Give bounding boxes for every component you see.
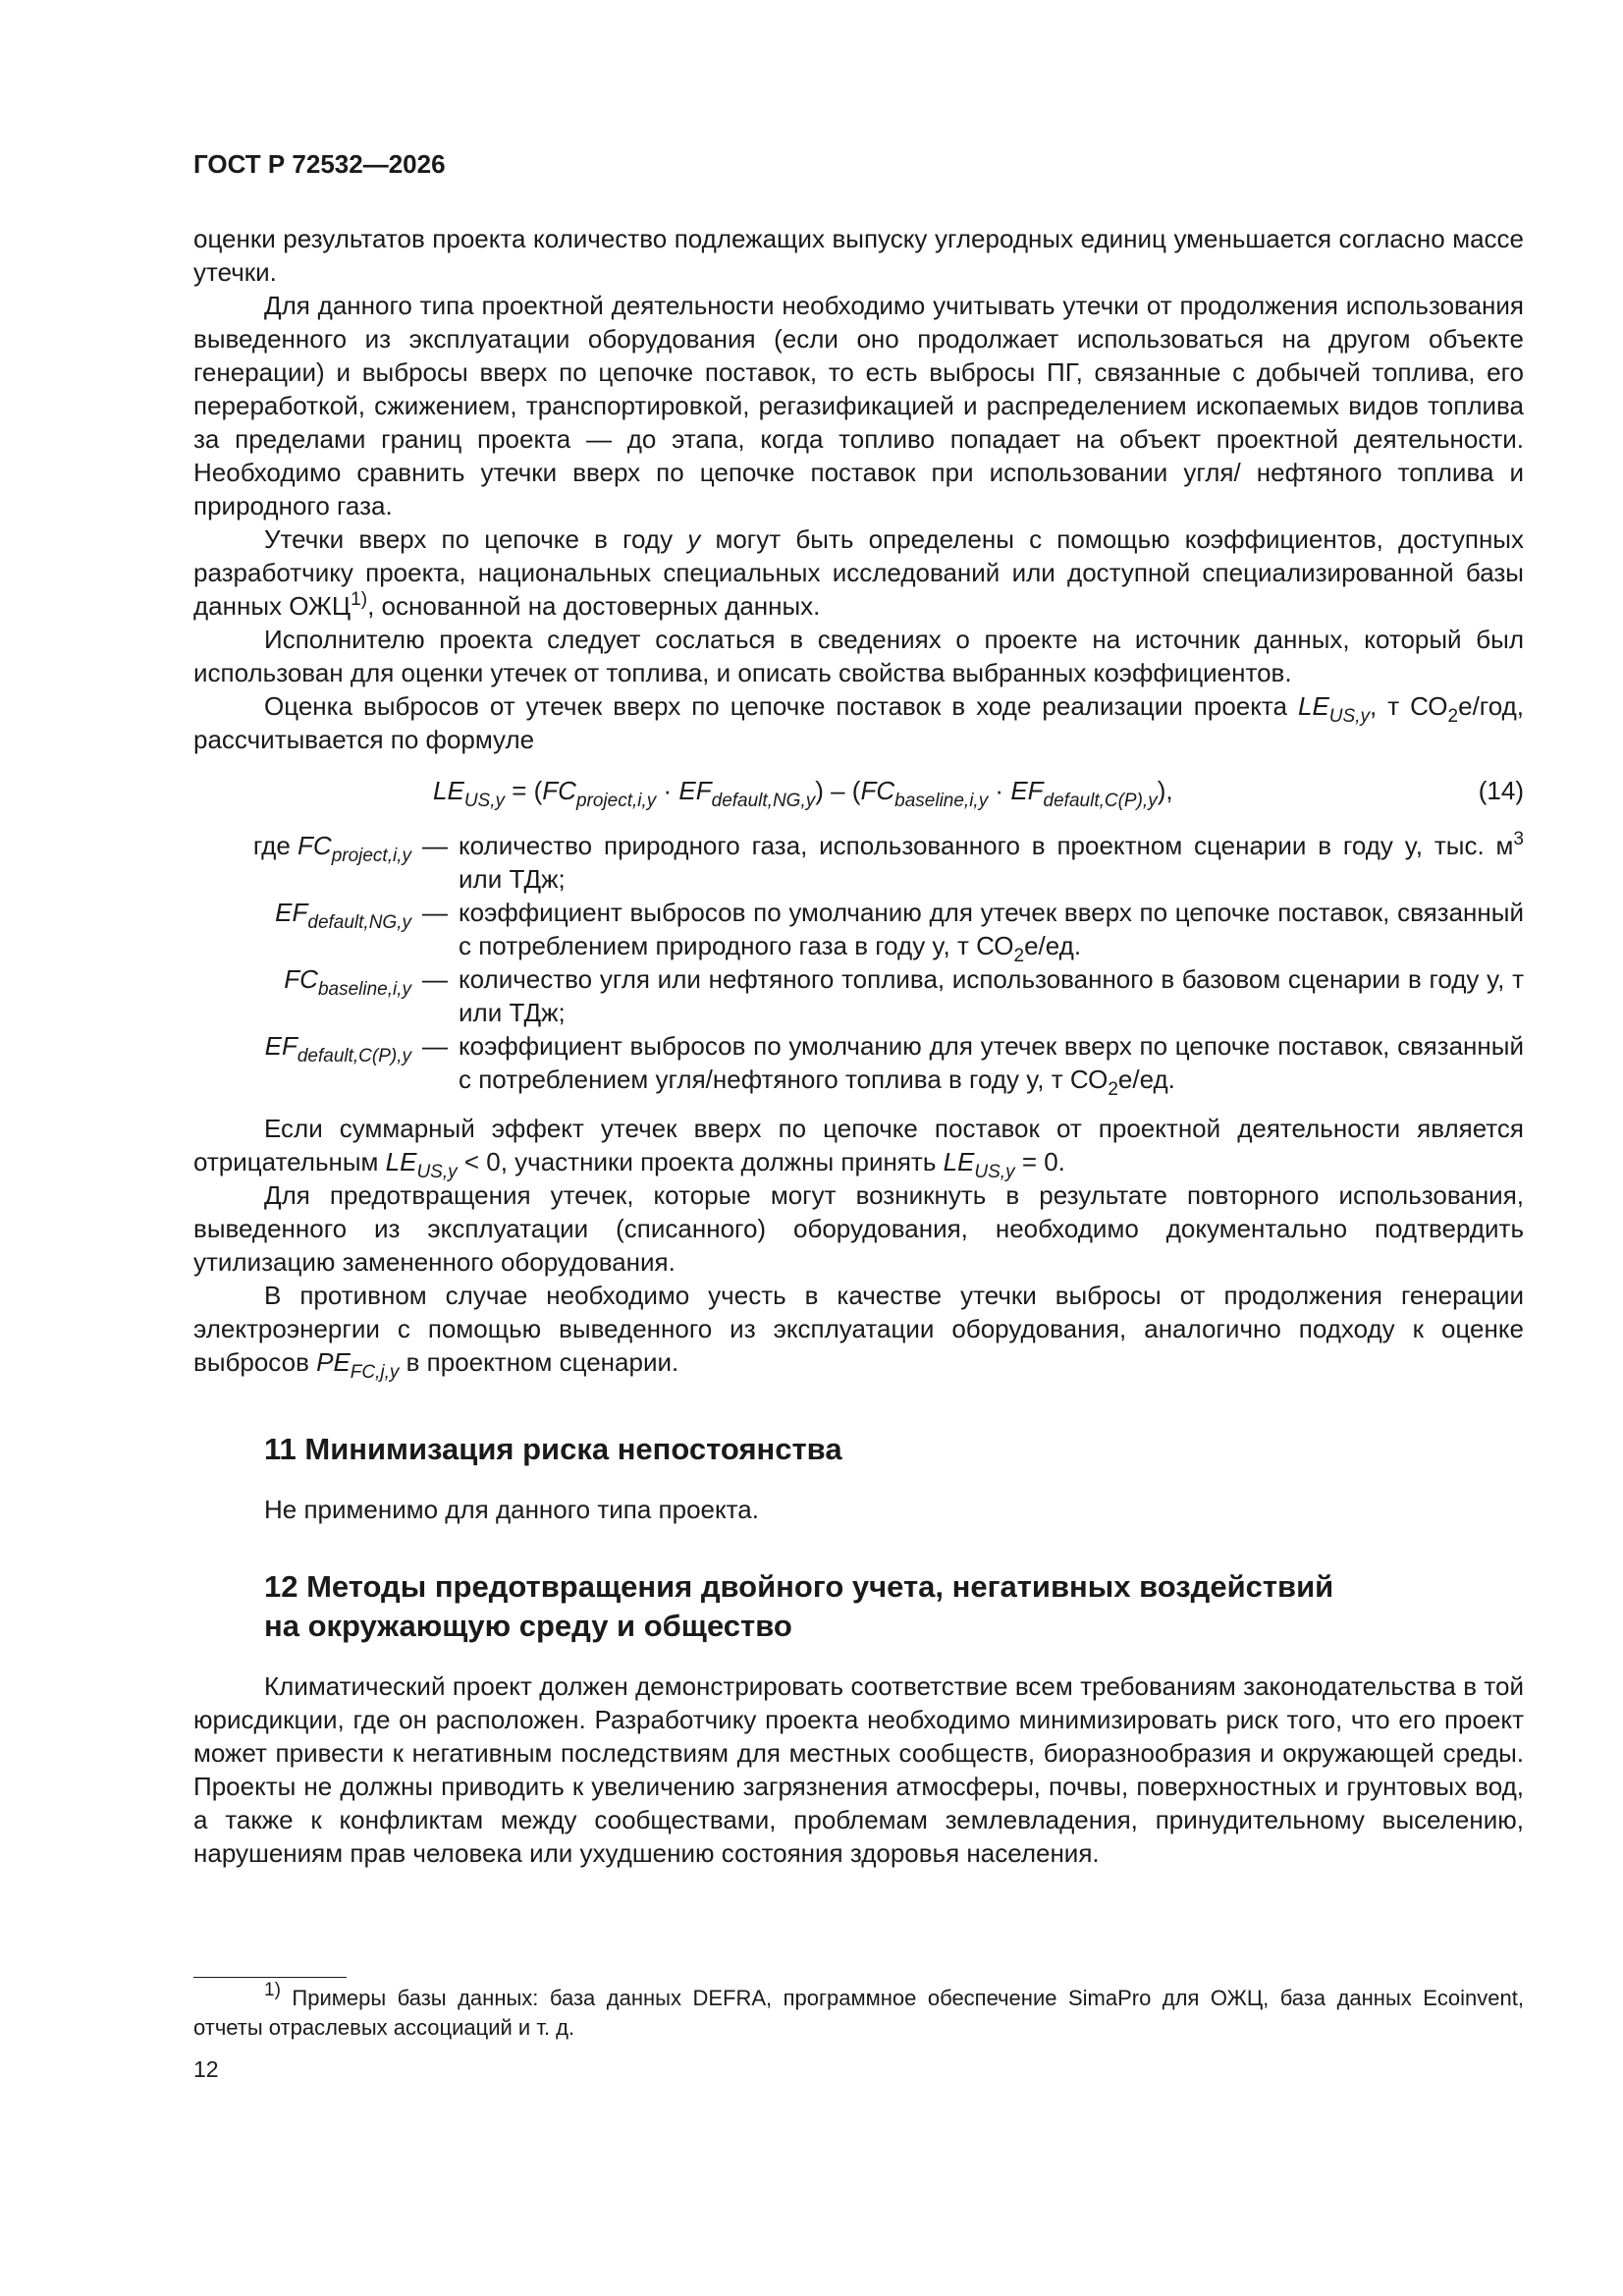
paragraph: Для предотвращения утечек, которые могут возникнуть в результате повторного использования, выведенного из эксплуатации (списанного) оборудования, необходимо документально подтвердить утилизацию замененного оборудования. bbox=[193, 1180, 1524, 1277]
document-header: ГОСТ Р 72532—2026 bbox=[193, 149, 446, 179]
body-text bbox=[193, 222, 1524, 1383]
definition-row: $FC_{baseline,i,y}$ — количество угля или нефтяного топлива, использованного в базовом сценарии в году y, т или ТДж; bbox=[284, 964, 1524, 1027]
paragraph: Для данного типа проектной деятельности необходимо учитывать утечки от продолжения использования выведенного из эксплуатации оборудования (если оно продолжает использоваться на другом объекте генерации) и выбросы вверх по цепочке поставок, то есть выбросы ПГ, связанные с добычей топлива, его переработкой, сжижением, транспортировкой, регазификацией и распределением ископаемых видов топлива за пределами границ проекта — до этапа, когда топливо попадает на объект проектной деятельности. Необходимо сравнить утечки вверх по цепочке поставок при использовании угля/ нефтяного топлива и природного газа. bbox=[193, 291, 1524, 520]
definition-row: $EF_{default,C(P),y}$ — коэффициент выбросов по умолчанию для утечек вверх по цепочке поставок, связанный с потреблением угля/нефтяного топлива в году y, т $СО_2е/ед$. bbox=[264, 1031, 1524, 1100]
definition-row: $EF_{default,NG,y}$ — коэффициент выбросов по умолчанию для утечек вверх по цепочке поставок, связанный с потреблением природного газа в году y, т $СО_2е/ед$. bbox=[275, 898, 1524, 966]
formula-number: (14) bbox=[1478, 776, 1524, 805]
paragraph: оценки результатов проекта количество подлежащих выпуску углеродных единиц уменьшается согласно массе утечки. bbox=[193, 224, 1524, 287]
variable-definitions bbox=[193, 829, 1524, 1100]
paragraph: Не применимо для данного типа проекта. bbox=[264, 1495, 759, 1524]
section-12 bbox=[193, 1567, 1524, 1870]
section-11 bbox=[193, 1430, 1524, 1526]
formula-expression: $LE_{US,y} = (FC_{project,i,y} \cdot EF_{default,NG,y}) - (FC_{baseline,i,y} \cdot EF_{default,C(P),y})$, bbox=[433, 776, 1173, 811]
paragraph: Климатический проект должен демонстрировать соответствие всем требованиям законодательства в той юрисдикции, где он расположен. Разработчику проекта необходимо минимизировать риск того, что его проект может привести к негативным последствиям для местных сообществ, биоразнообразия и окружающей среды. Проекты не должны приводить к увеличению загрязнения атмосферы, почвы, поверхностных и грунтовых вод, а также к конфликтам между сообществами, проблемам землевладения, принудительному выселению, нарушениям прав человека или ухудшению состояния здоровья населения. bbox=[193, 1671, 1524, 1868]
section-heading: 12 Методы предотвращения двойного учета, негативных воздействий на окружающую среду и общество bbox=[264, 1569, 1334, 1643]
paragraph: Если суммарный эффект утечек вверх по цепочке поставок от проектной деятельности является отрицательным $LE_{US,y} < 0$, участники проекта должны принять $LE_{US,y} = 0$. bbox=[193, 1114, 1524, 1182]
paragraph: Исполнителю проекта следует сослаться в сведениях о проекте на источник данных, который был использован для оценки утечек от топлива, и описать свойства выбранных коэффициентов. bbox=[193, 625, 1524, 687]
formula-14 bbox=[193, 770, 1524, 815]
paragraph: Утечки вверх по цепочке в году y могут быть определены с помощью коэффициентов, доступных разработчику проекта, национальных специальных исследований или доступной специализированной базы данных ОЖЦ$^{1)}$, основанной на достоверных данных. bbox=[193, 524, 1524, 621]
definition-row: где $FC_{project,i,y}$ — количество природного газа, использованного в проектном сценарии в году y, тыс. $м^3$ или ТДж; bbox=[252, 829, 1524, 894]
footnote-separator bbox=[193, 1977, 347, 1978]
paragraph: Оценка выбросов от утечек вверх по цепочке поставок в ходе реализации проекта $LE_{US,y}$, т $СО_2е$/год, рассчитывается по формуле bbox=[193, 691, 1524, 754]
page-number: 12 bbox=[193, 2056, 219, 2082]
paragraph: В противном случае необходимо учесть в качестве утечки выбросы от продолжения генерации электроэнергии с помощью выведенного из эксплуатации оборудования, аналогично подходу к оценке выбросов $PE_{FC,j,y}$ в проектном сценарии. bbox=[193, 1281, 1524, 1383]
footnote: $^{1)}$ Примеры базы данных: база данных DEFRA, программное обеспечение SimaPro для ОЖЦ, база данных Ecoinvent, отчеты отраслевых ассоциаций и т. д. bbox=[193, 1980, 1524, 2040]
section-heading: 11 Минимизация риска непостоянства bbox=[264, 1432, 842, 1466]
